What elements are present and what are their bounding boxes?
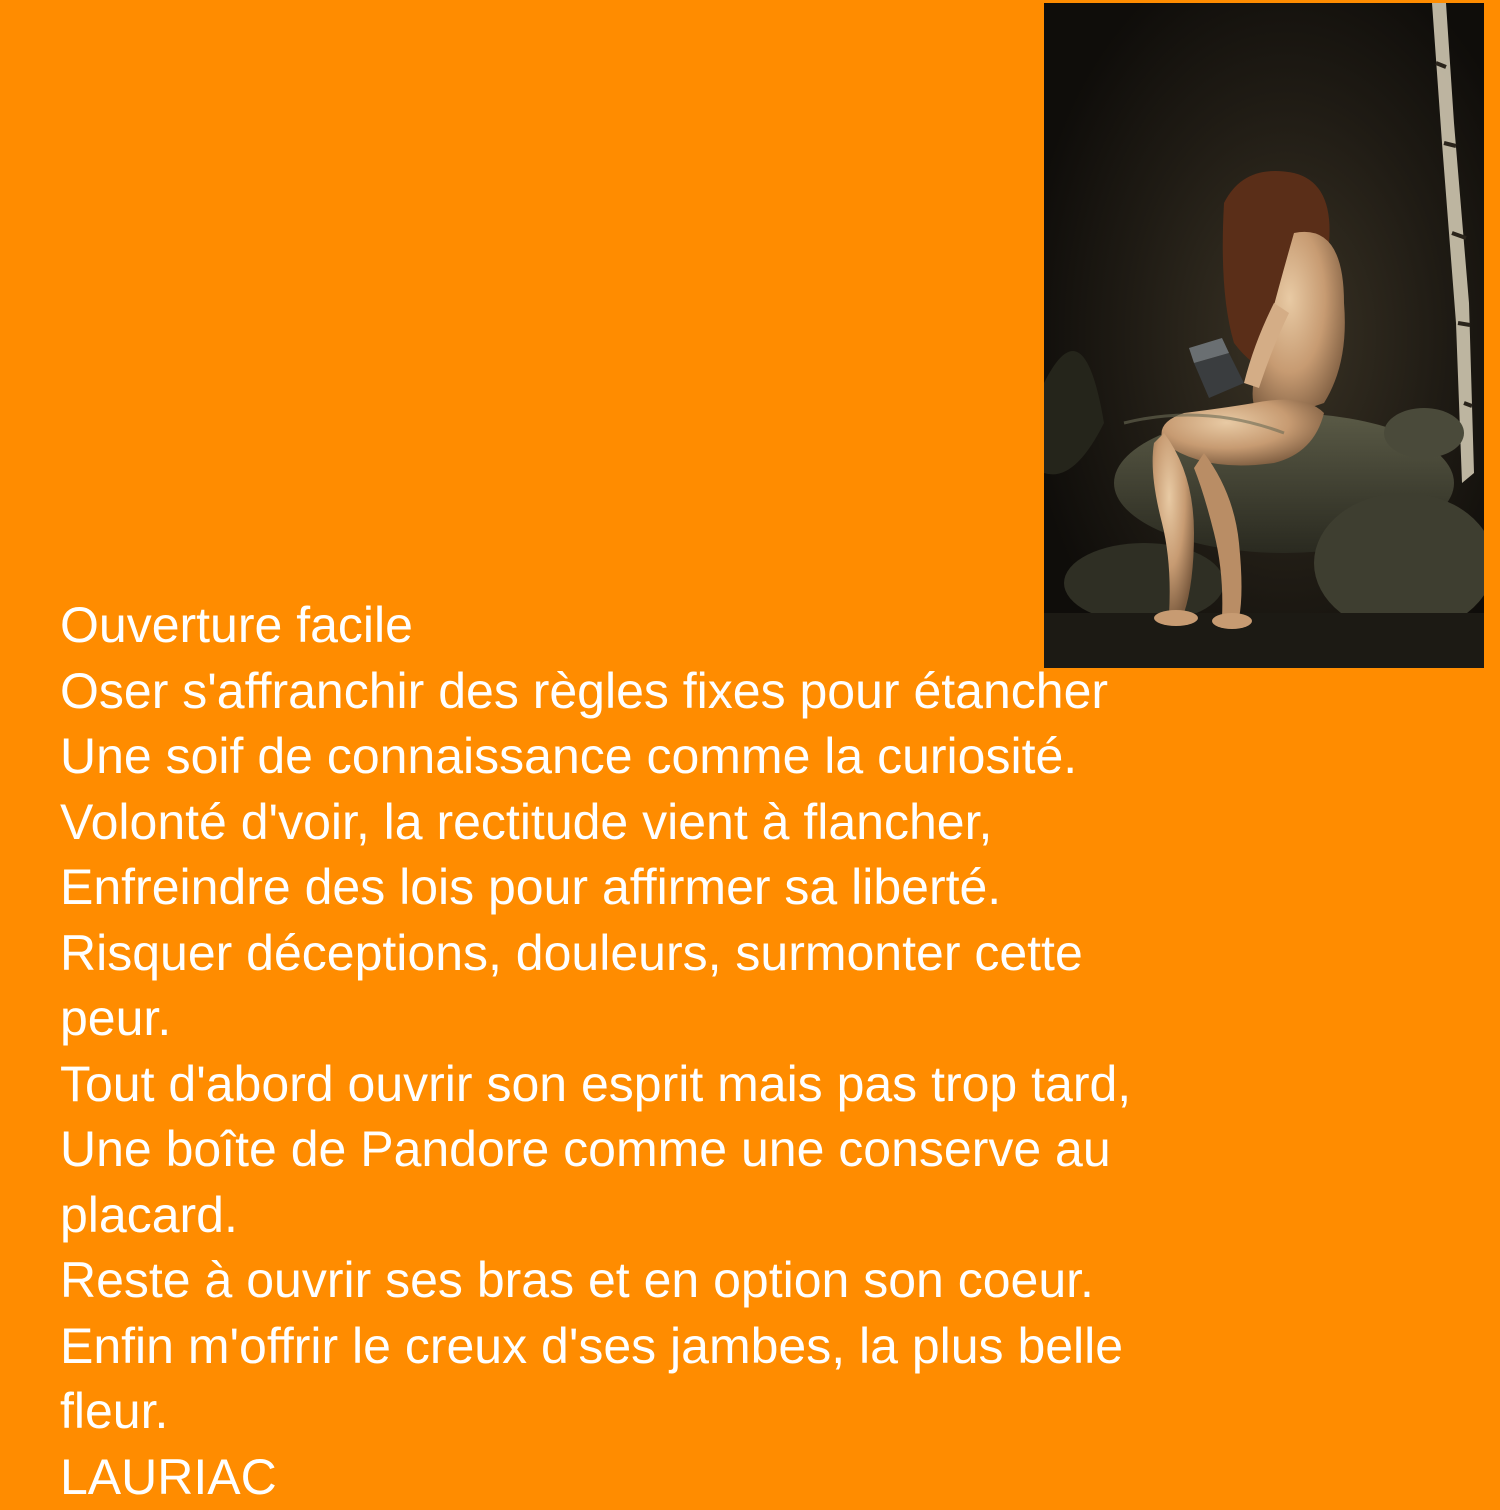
poem-line-5: Enfreindre des lois pour affirmer sa liberté. bbox=[60, 855, 1270, 921]
painting-nude-figure-icon bbox=[1044, 3, 1484, 668]
poem-line-10: placard. bbox=[60, 1183, 1270, 1249]
poem-signature: LAURIAC bbox=[60, 1445, 1270, 1510]
poem-text bbox=[60, 593, 1270, 1510]
poem-line-2: Oser s'affranchir des règles fixes pour étancher bbox=[60, 659, 1270, 725]
poem-line-1: Ouverture facile bbox=[60, 593, 1270, 659]
poem-line-9: Une boîte de Pandore comme une conserve au bbox=[60, 1117, 1270, 1183]
poem-line-8: Tout d'abord ouvrir son esprit mais pas trop tard, bbox=[60, 1052, 1270, 1118]
poem-line-3: Une soif de connaissance comme la curiosité. bbox=[60, 724, 1270, 790]
poem-line-6: Risquer déceptions, douleurs, surmonter cette bbox=[60, 921, 1270, 987]
poem-line-13: fleur. bbox=[60, 1379, 1270, 1445]
painting-image bbox=[1044, 3, 1484, 668]
poem-line-7: peur. bbox=[60, 986, 1270, 1052]
poem-line-11: Reste à ouvrir ses bras et en option son coeur. bbox=[60, 1248, 1270, 1314]
poem-line-4: Volonté d'voir, la rectitude vient à flancher, bbox=[60, 790, 1270, 856]
poem-line-12: Enfin m'offrir le creux d'ses jambes, la plus belle bbox=[60, 1314, 1270, 1380]
